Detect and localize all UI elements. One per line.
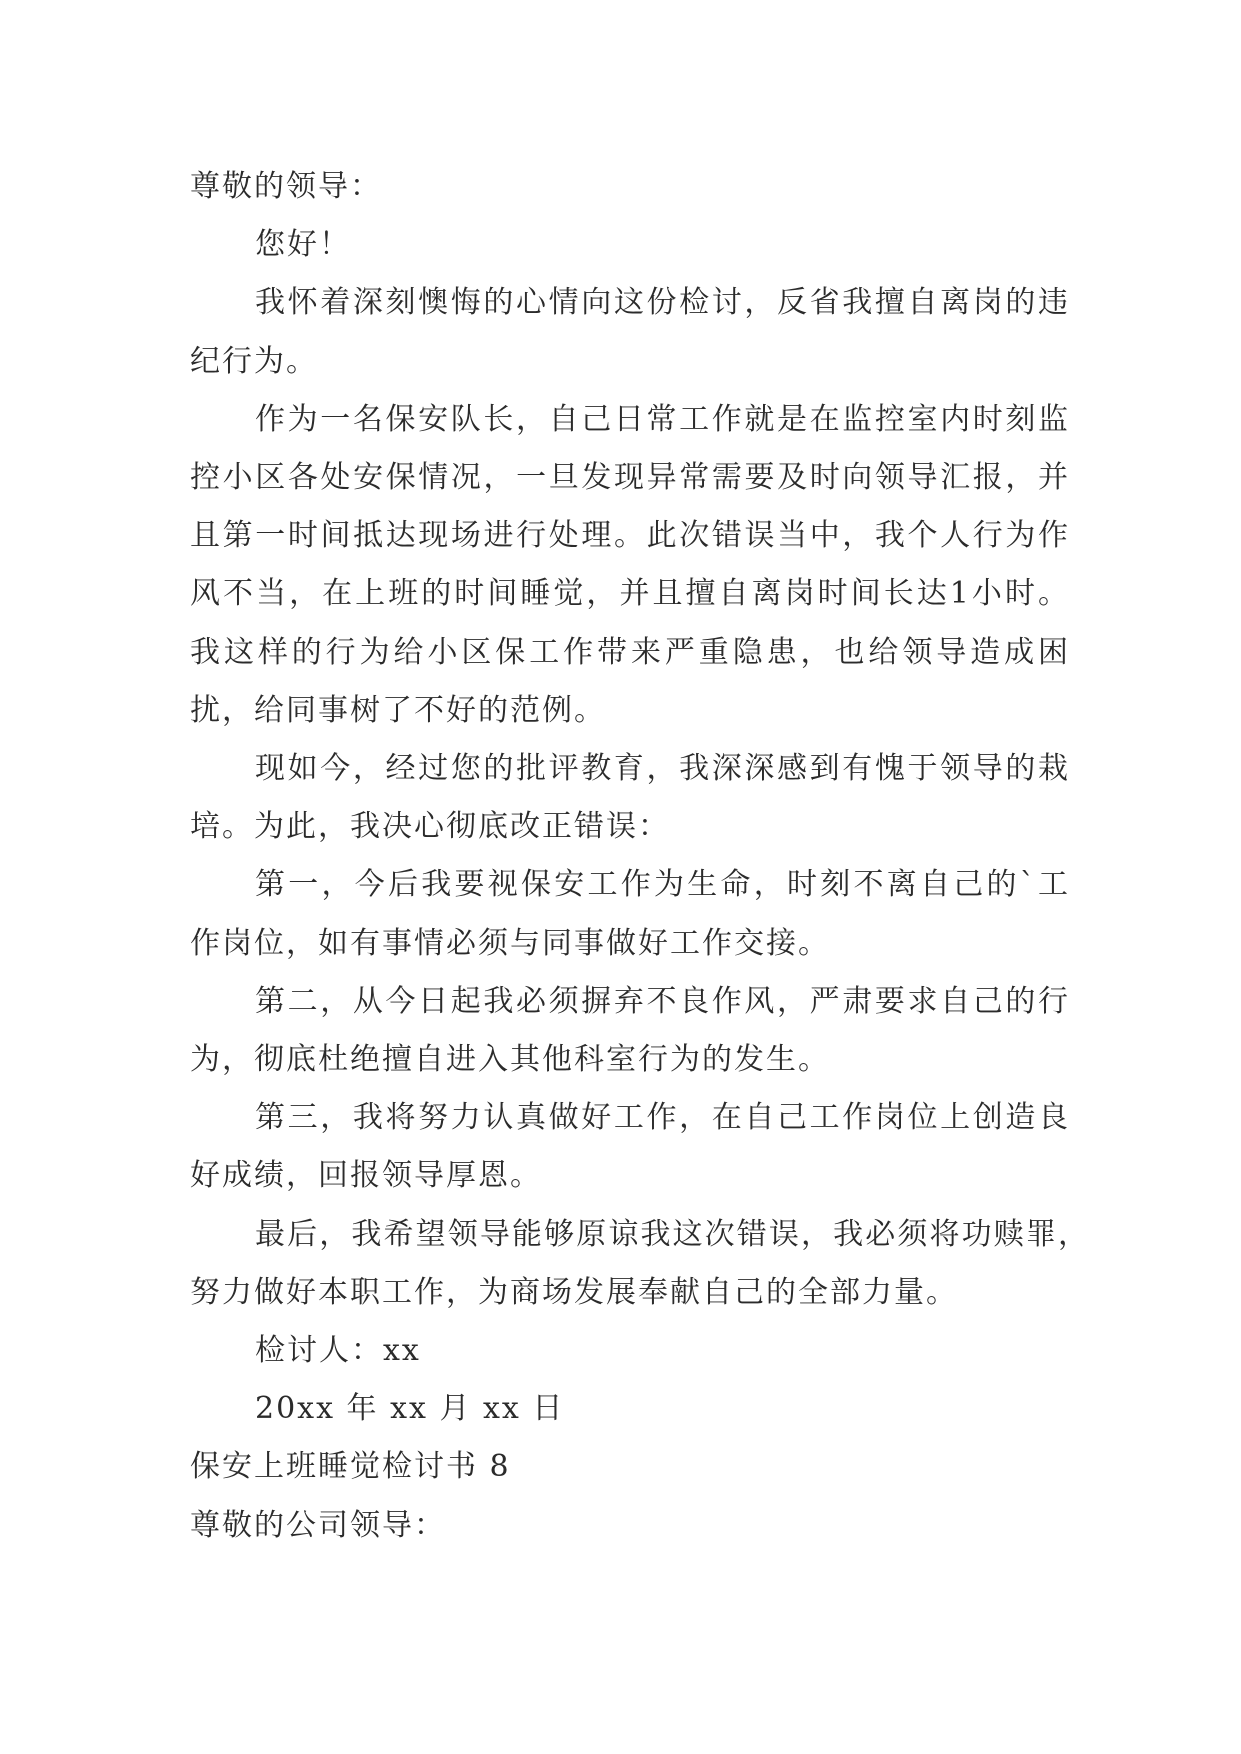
paragraph-6: 第三，我将努力认真做好工作，在自己工作岗位上创造良好成绩，回报领导厚恩。 [190, 1100, 1070, 1194]
next-salutation: 尊敬的公司领导： [190, 1507, 446, 1543]
document-body [190, 158, 1090, 1555]
date-line: 20xx 年 xx 月 xx 日 [255, 1391, 565, 1427]
paragraph-2: 作为一名保安队长，自己日常工作就是在监控室内时刻监控小区各处安保情况，一旦发现异常需要及时向领导汇报，并且第一时间抵达现场进行处理。此次错误当中，我个人行为作风不当，在上班的时间睡觉，并且擅自离岗时间长达1小时。我这样的行为给小区保工作带来严重隐患，也给领导造成困扰，给同事树了不好的范例。 [190, 401, 1070, 728]
signature: 检讨人：xx [255, 1333, 421, 1369]
paragraph-1: 我怀着深刻懊悔的心情向这份检讨，反省我擅自离岗的违纪行为。 [190, 285, 1070, 379]
paragraph-7: 最后，我希望领导能够原谅我这次错误，我必须将功赎罪，努力做好本职工作，为商场发展奉献自己的全部力量。 [190, 1216, 1090, 1310]
paragraph-4: 第一，今后我要视保安工作为生命，时刻不离自己的`工作岗位，如有事情必须与同事做好工作交接。 [190, 867, 1070, 961]
paragraph-3: 现如今，经过您的批评教育，我深深感到有愧于领导的栽培。为此，我决心彻底改正错误： [190, 751, 1070, 845]
next-title: 保安上班睡觉检讨书 8 [190, 1449, 511, 1485]
salutation: 尊敬的领导： [190, 169, 382, 204]
greeting: 您好！ [255, 227, 351, 263]
paragraph-5: 第二，从今日起我必须摒弃不良作风，严肃要求自己的行为，彻底杜绝擅自进入其他科室行为的发生。 [190, 983, 1070, 1078]
